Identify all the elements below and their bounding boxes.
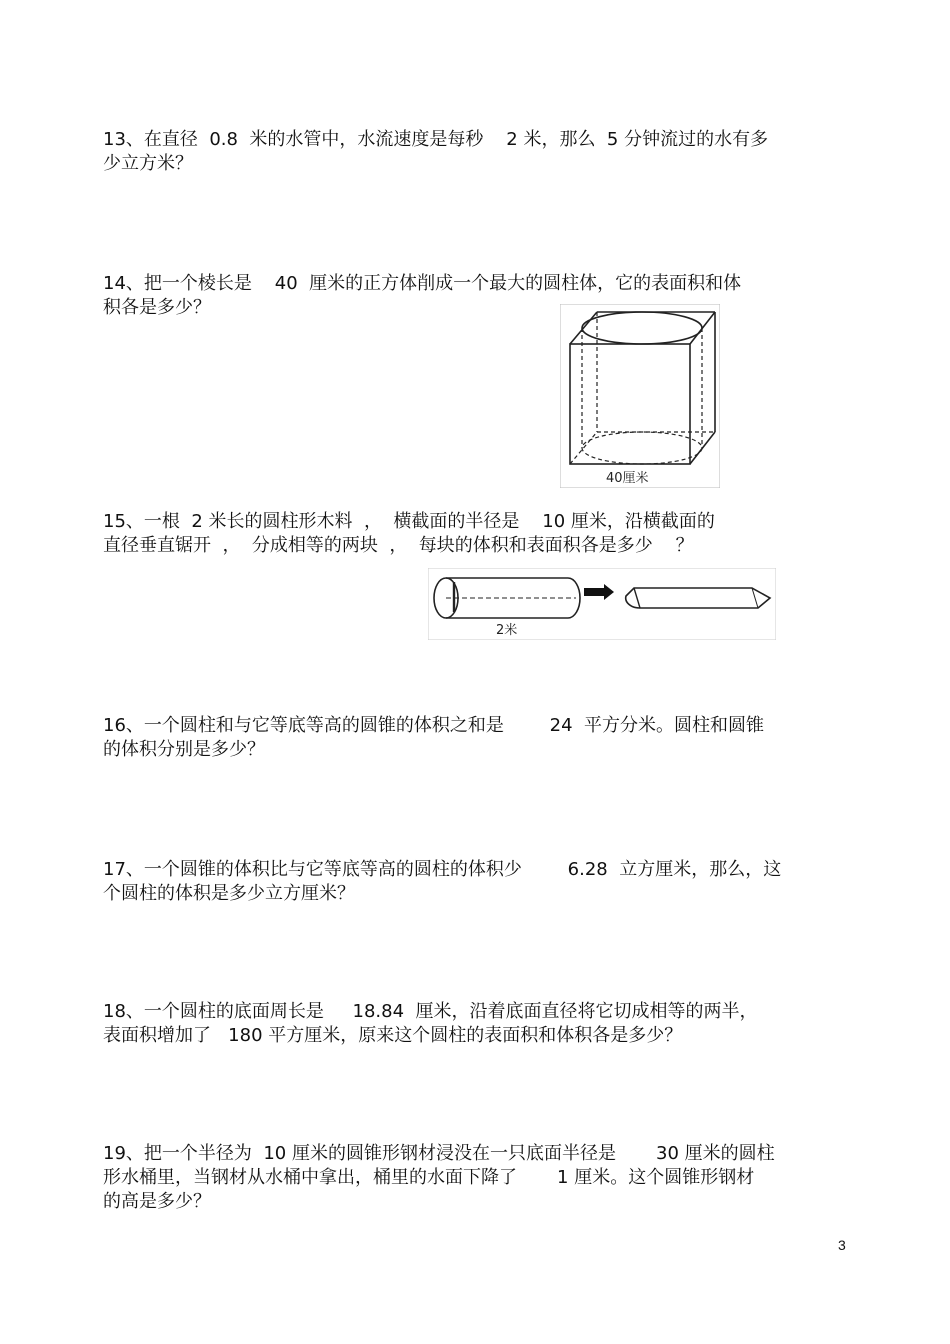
question-15-line-1: 15、一根 2 米长的圆柱形木料 ， 横截面的半径是 10 厘米，沿横截面的 [103, 511, 715, 532]
question-13-line-2: 少立方米？ [103, 153, 193, 174]
question-14-line-2: 积各是多少？ [103, 297, 211, 318]
question-18 [103, 1000, 863, 1048]
question-18-line-2: 表面积增加了 180 平方厘米，原来这个圆柱的表面积和体积各是多少？ [103, 1025, 683, 1046]
question-15 [103, 510, 863, 558]
log-length-label: 2米 [496, 623, 518, 638]
question-16 [103, 714, 863, 762]
question-19 [103, 1142, 863, 1214]
question-19-line-1: 19、把一个半径为 10 厘米的圆锥形钢材浸没在一只底面半径是 30 厘米的圆柱 [103, 1143, 775, 1164]
log-cut-diagram [428, 568, 776, 640]
question-17-line-1: 17、一个圆锥的体积比与它等底等高的圆柱的体积少 6.28 立方厘米，那么，这 [103, 859, 782, 880]
log-cut-figure [428, 568, 776, 640]
question-14 [103, 272, 863, 320]
question-18-line-1: 18、一个圆柱的底面周长是 18.84 厘米，沿着底面直径将它切成相等的两半， [103, 1001, 758, 1022]
cube-edge-label: 40厘米 [606, 471, 649, 486]
question-16-line-1: 16、一个圆柱和与它等底等高的圆锥的体积之和是 24 平方分米。圆柱和圆锥 [103, 715, 765, 736]
question-17-line-2: 个圆柱的体积是多少立方厘米？ [103, 883, 355, 904]
cube-cylinder-figure [560, 304, 720, 488]
question-13-line-1: 13、在直径 0.8 米的水管中，水流速度是每秒 2 米，那么 5 分钟流过的水有多 [103, 129, 769, 150]
cube-cylinder-diagram [560, 304, 720, 488]
question-16-line-2: 的体积分别是多少？ [103, 739, 265, 760]
question-17 [103, 858, 863, 906]
question-19-line-3: 的高是多少？ [103, 1191, 211, 1212]
question-19-line-2: 形水桶里，当钢材从水桶中拿出，桶里的水面下降了 1 厘米。这个圆锥形钢材 [103, 1167, 755, 1188]
page-number: 3 [838, 1237, 846, 1253]
question-14-line-1: 14、把一个棱长是 40 厘米的正方体削成一个最大的圆柱体，它的表面积和体 [103, 273, 742, 294]
question-15-line-2: 直径垂直锯开 ， 分成相等的两块 ， 每块的体积和表面积各是多少 ？ [103, 535, 694, 556]
question-13 [103, 128, 863, 176]
